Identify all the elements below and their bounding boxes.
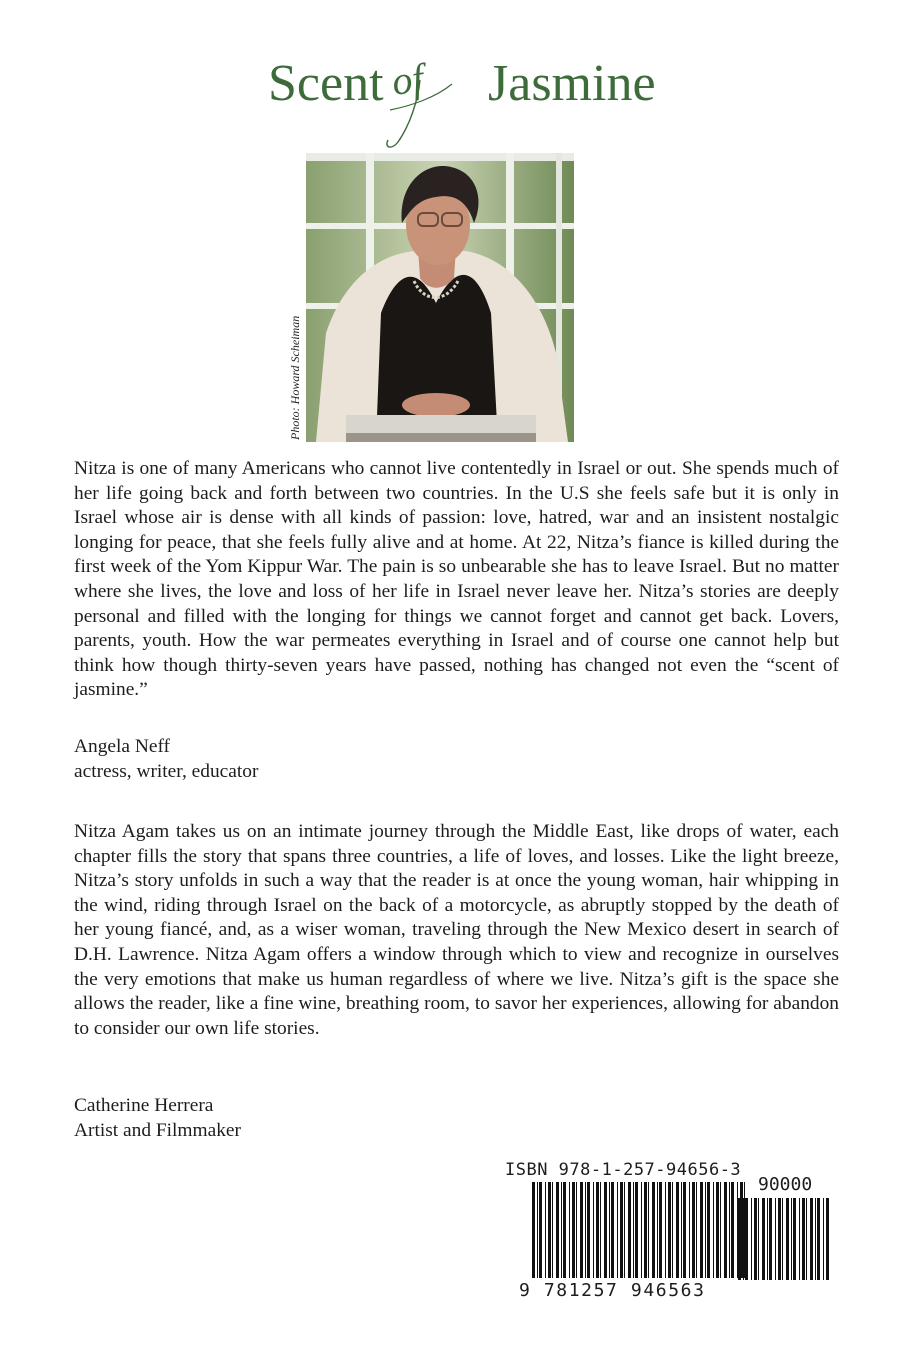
barcode-bar [683,1182,686,1278]
barcode-bar [700,1182,703,1278]
barcode-bar [548,1182,551,1278]
barcode-bar [537,1182,538,1278]
photo-credit: Photo: Howard Scheiman [288,315,302,440]
barcode-bar [775,1198,776,1280]
review-1-author: Angela Neff [74,736,171,757]
barcode-bar [793,1198,796,1280]
barcode-bar [552,1182,553,1278]
barcode-bar [758,1198,759,1280]
review-2-signature [74,1094,241,1143]
barcode-bar [754,1198,757,1280]
barcode-bar [823,1198,824,1280]
barcode-bar [676,1182,679,1278]
barcode-bar [569,1182,570,1278]
barcode-bar [532,1182,535,1278]
barcode-bar [826,1198,829,1280]
barcode-bar [585,1182,586,1278]
barcode-bar [644,1182,647,1278]
isbn-digits: 9 781257 946563 [519,1280,706,1301]
isbn-label: ISBN 978-1-257-94656-3 [505,1160,742,1180]
barcode-bar [799,1198,800,1280]
title-word-jasmine: Jasmine [488,55,656,112]
barcode-bar [815,1198,816,1280]
barcode-bar [652,1182,655,1278]
barcode-bar [665,1182,666,1278]
barcode-bar [786,1198,789,1280]
barcode-bar [600,1182,601,1278]
barcode-bar [720,1182,721,1278]
barcode-bar [641,1182,642,1278]
barcode-bar [580,1182,583,1278]
barcode-bar [751,1198,752,1280]
barcode-bar [731,1182,734,1278]
barcode-bar [806,1198,807,1280]
barcode-bar [782,1198,783,1280]
barcode-bar [576,1182,577,1278]
barcode-bar [745,1198,748,1280]
barcode-bar [713,1182,714,1278]
isbn-barcode [500,1160,840,1300]
author-photo [306,153,574,442]
price-code: 90000 [758,1174,813,1195]
review-2-role: Artist and Filmmaker [74,1119,241,1141]
barcode-bar [659,1182,662,1278]
book-title [268,50,708,140]
barcode-bar [556,1182,559,1278]
review-1-text: Nitza is one of many Americans who cannot live contentedly in Israel or out. She spends much of her life going back and forth between two countries. In the U.S she feels safe but it is only in Israel whose air is dense with all kinds of passion: love, hatred, war and an insistent nostalgic longing for peace, that she feels fully alive and at home. At 22, Nitza’s fiance is killed during the first week of the Yom Kippur War. The pain is so unbearable she has to leave Israel. But no matter where she lives, the love and loss of her life in Israel never leave her. Nitza’s stories are deeply personal and filled with the longing for things we cannot forget and cannot get back. Lovers, parents, youth. How the war permeates everything in Israel and of course one cannot help but think how though thirty-seven years have passed, nothing has changed not even the “scent of jasmine.” [74,458,839,701]
barcode-bar [738,1198,741,1280]
review-1-role: actress, writer, educator [74,760,259,782]
title-word-scent: Scent [268,55,384,112]
barcode-bar [587,1182,590,1278]
barcode-bar [628,1182,631,1278]
barcode-bar [791,1198,792,1280]
barcode-bar [724,1182,727,1278]
barcode-bar [563,1182,566,1278]
barcode-bar [802,1198,805,1280]
barcode-bar [716,1182,719,1278]
barcode-bar [692,1182,695,1278]
barcode-bar [668,1182,671,1278]
barcode-bar [539,1182,542,1278]
barcode-bar [689,1182,690,1278]
barcode-bar [817,1198,820,1280]
barcode-bar [572,1182,575,1278]
review-1-signature [74,735,258,784]
review-2-text: Nitza Agam takes us on an intimate journey through the Middle East, like drops of water, each chapter fills the story that spans three countries, a life of loves, and losses. Like the light breeze, Nitza’s story unfolds in such a way that the reader is at once the young woman, hair whipping in the wind, riding through Israel on the back of a motorcycle, as abruptly stopped by the death of her young fiancé, and, as a wiser woman, traveling through the New Mexico desert in search of D.H. Lawrence. Nitza Agam offers a window through which to view and recognize in ourselves the very emotions that make us human regardless of where we live. Nitza’s gift is the space she allows the reader, like a fine wine, breathing room, to savor her experiences, allowing for abandon to consider our own life stories. [74,821,839,1039]
barcode-bar [657,1182,658,1278]
barcode-bar [705,1182,706,1278]
barcode-bar [672,1182,673,1278]
barcode-bar [778,1198,781,1280]
barcode-bar [767,1198,768,1280]
barcode-bar [635,1182,638,1278]
barcode-bar [561,1182,562,1278]
barcode-bar [737,1182,738,1278]
barcode-bar [648,1182,649,1278]
barcode-bar [729,1182,730,1278]
barcode-bar [769,1198,772,1280]
title-word-of: of [389,55,427,104]
barcode-bar [696,1182,697,1278]
barcode-bar [744,1182,745,1278]
barcode-bar [633,1182,634,1278]
barcode-bar [609,1182,610,1278]
barcode-bar [810,1198,813,1280]
barcode-bar [762,1198,765,1280]
barcode-bar [593,1182,594,1278]
barcode-bar [596,1182,599,1278]
barcode-bar [707,1182,710,1278]
barcode-bar [611,1182,614,1278]
barcode-bar [681,1182,682,1278]
barcode-bar [545,1182,546,1278]
barcode-bar [620,1182,623,1278]
barcode-bar [617,1182,618,1278]
barcode-bar [743,1198,744,1280]
barcode-bar [604,1182,607,1278]
barcode-bar [624,1182,625,1278]
review-2-author: Catherine Herrera [74,1095,214,1116]
